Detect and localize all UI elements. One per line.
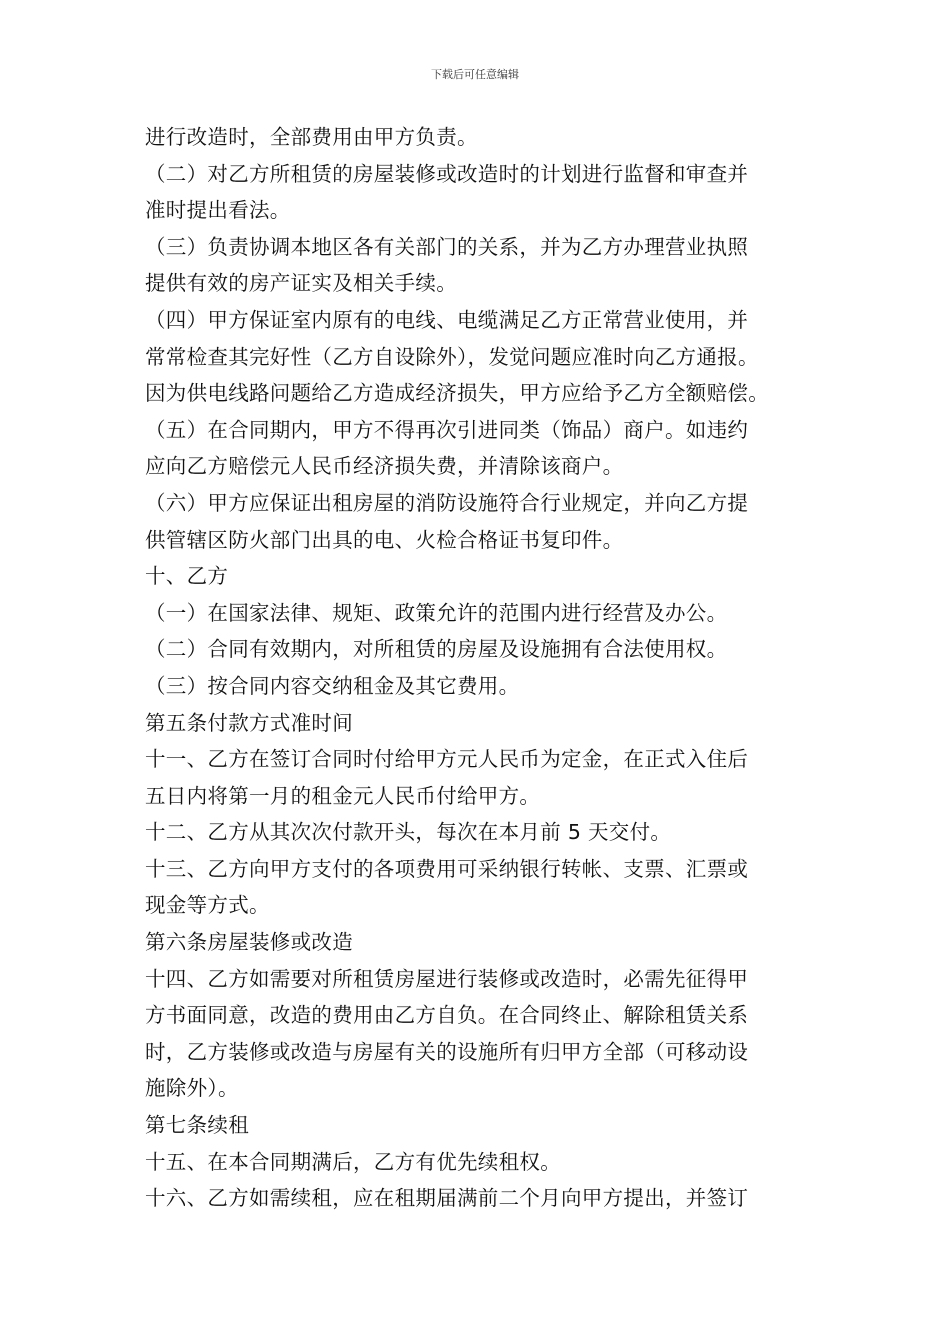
text-line: （六）甲方应保证出租房屋的消防设施符合行业规定，并向乙方提 (145, 490, 749, 515)
text-line: 十五、在本合同期满后，乙方有优先续租权。 (145, 1149, 561, 1174)
text-line: 常常检查其完好性（乙方自设除外），发觉问题应准时向乙方通报。 (145, 344, 759, 369)
text-line: 五日内将第一月的租金元人民币付给甲方。 (145, 783, 541, 808)
text-line: （二）合同有效期内，对所租赁的房屋及设施拥有合法使用权。 (145, 637, 728, 662)
text-line: 施除外）。 (145, 1076, 239, 1101)
text-line: （四）甲方保证室内原有的电线、电缆满足乙方正常营业使用，并 (145, 307, 749, 332)
text-line: （三）按合同内容交纳租金及其它费用。 (145, 673, 520, 698)
text-line: （五）在合同期内，甲方不得再次引进同类（饰品）商户。如违约 (145, 417, 749, 442)
text-line: 进行改造时，全部费用由甲方负责。 (145, 125, 478, 149)
text-line: 十六、乙方如需续租，应在租期届满前二个月向甲方提出，并签订 (145, 1186, 749, 1211)
text-line: 应向乙方赔偿元人民币经济损失费，并清除该商户。 (145, 454, 624, 479)
text-line: 十二、乙方从其次次付款开头，每次在本月前 5 天交付。 (145, 820, 672, 845)
document-body (145, 119, 825, 1217)
section-heading: 第七条续租 (145, 1113, 249, 1138)
section-heading: 第六条房屋装修或改造 (145, 930, 353, 955)
page-header: 下载后可任意编辑 (431, 68, 519, 81)
text-line: 十四、乙方如需要对所租赁房屋进行装修或改造时，必需先征得甲 (145, 966, 749, 991)
text-line: （一）在国家法律、规矩、政策允许的范围内进行经营及办公。 (145, 600, 728, 625)
text-line: （二）对乙方所租赁的房屋装修或改造时的计划进行监督和审查并 (145, 161, 749, 186)
text-line: 供管辖区防火部门出具的电、火检合格证书复印件。 (145, 527, 624, 552)
text-line: 提供有效的房产证实及相关手续。 (145, 271, 457, 296)
section-heading: 第五条付款方式准时间 (145, 710, 353, 735)
text-line: 准时提出看法。 (145, 198, 291, 223)
text-line: 因为供电线路问题给乙方造成经济损失，甲方应给予乙方全额赔偿。 (145, 381, 769, 406)
text-line: （三）负责协调本地区各有关部门的关系，并为乙方办理营业执照 (145, 234, 749, 259)
text-line: 十一、乙方在签订合同时付给甲方元人民币为定金，在正式入住后 (145, 747, 749, 772)
text-line: 方书面同意，改造的费用由乙方自负。在合同终止、解除租赁关系 (145, 1003, 749, 1028)
section-heading: 十、乙方 (145, 564, 229, 589)
text-line: 十三、乙方向甲方支付的各项费用可采纳银行转帐、支票、汇票或 (145, 856, 749, 881)
text-line: 现金等方式。 (145, 893, 270, 918)
text-line: 时，乙方装修或改造与房屋有关的设施所有归甲方全部（可移动设 (145, 1039, 749, 1064)
